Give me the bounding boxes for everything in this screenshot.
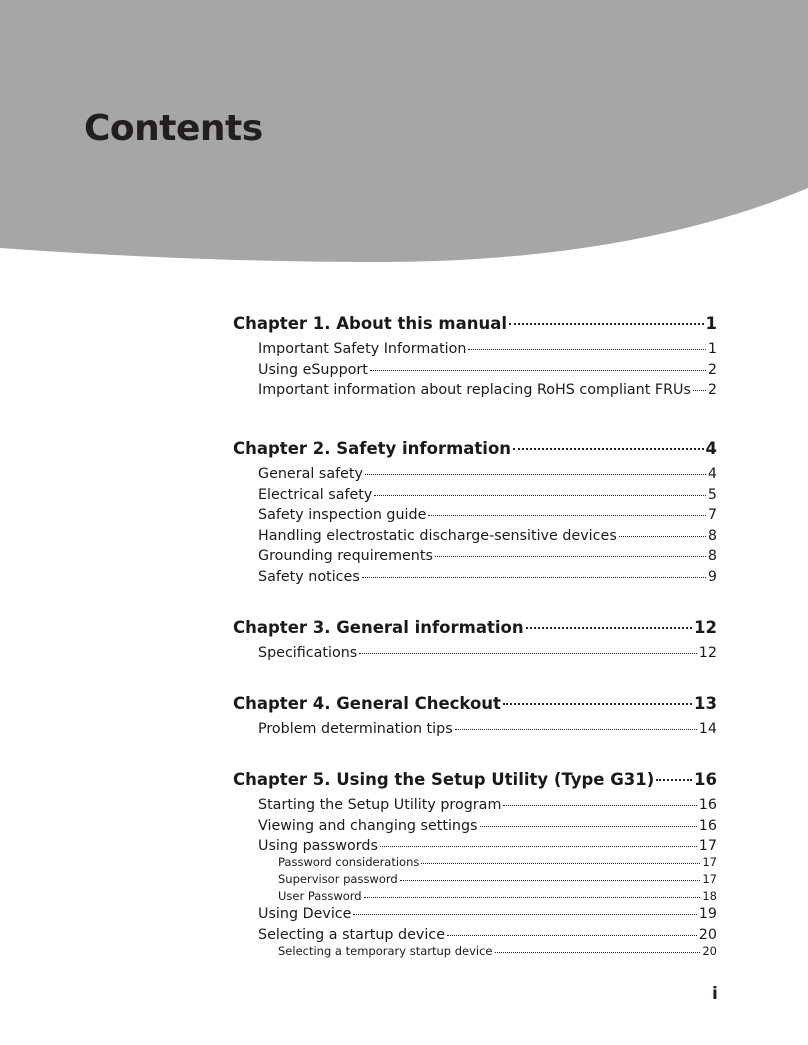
toc-entry[interactable] (258, 838, 717, 854)
toc-entry-page: 17 (702, 855, 717, 870)
toc-entry-page: 16 (698, 797, 717, 813)
toc-entry-page: 8 (707, 527, 717, 544)
toc-entry-label: Selecting a temporary startup device (278, 943, 493, 958)
toc-leader (380, 846, 697, 847)
toc-entry[interactable] (258, 548, 717, 564)
toc-entry-label: Safety inspection guide (258, 507, 427, 524)
toc-entry-label: User Password (278, 889, 362, 904)
toc-chapter-label: Chapter 3. General information (233, 618, 524, 637)
toc-leader (435, 556, 706, 557)
toc-entry-page: 16 (698, 817, 717, 834)
toc-entry-label: Problem determination tips (258, 721, 453, 737)
toc-chapter-label: Chapter 4. General Checkout (233, 694, 501, 713)
toc-chapter[interactable] (233, 314, 717, 333)
page-title: Contents (84, 108, 263, 149)
toc-chapter-page: 4 (705, 439, 717, 458)
toc-entry[interactable] (258, 721, 717, 737)
toc-entry-label: Supervisor password (278, 872, 398, 887)
toc-entry[interactable] (258, 906, 717, 922)
toc-entry-page: 17 (702, 872, 717, 887)
toc-chapter[interactable] (233, 770, 717, 789)
toc-entry-page: 14 (698, 721, 717, 737)
toc-leader (359, 653, 697, 654)
toc-entry-label: Important Safety Information (258, 341, 467, 357)
toc-subentry[interactable] (278, 855, 717, 869)
toc-leader (428, 515, 705, 516)
toc-entry-page: 4 (707, 466, 717, 482)
toc-leader (447, 935, 697, 936)
toc-chapter-label: Chapter 5. Using the Setup Utility (Type G31) (233, 770, 655, 789)
toc-entry-page: 12 (698, 645, 717, 661)
toc-chapter-page: 16 (694, 770, 717, 789)
toc-leader (619, 536, 706, 537)
toc-entry-page: 20 (698, 926, 717, 943)
toc-entry[interactable] (258, 487, 717, 503)
toc-entry[interactable] (258, 528, 717, 544)
toc-leader (353, 914, 696, 915)
toc-entry-page: 17 (698, 838, 717, 855)
toc-leader (480, 826, 697, 827)
toc-entry-page: 20 (702, 943, 717, 958)
toc-leader (526, 627, 692, 629)
toc-entry-label: Specifications (258, 645, 358, 661)
toc-entry-label: Handling electrostatic discharge-sensitive devices (258, 527, 617, 544)
toc-leader (513, 448, 703, 450)
toc-leader (468, 349, 705, 350)
toc-chapter-page: 1 (705, 314, 717, 333)
toc-chapter-page: 13 (694, 694, 717, 713)
toc-entry-label: Electrical safety (258, 486, 373, 503)
toc-chapter[interactable] (233, 439, 717, 458)
toc-leader (693, 390, 706, 391)
page-number: i (712, 984, 718, 1004)
toc-entry[interactable] (258, 569, 717, 585)
toc-entry-label: Using Device (258, 906, 352, 923)
toc-leader (364, 897, 701, 898)
toc-entry-label: Important information about replacing RoHS compliant FRUs (258, 382, 691, 399)
toc-leader (495, 952, 701, 953)
toc-chapter-label: Chapter 1. About this manual (233, 314, 508, 333)
toc-leader (656, 779, 692, 781)
toc-entry[interactable] (258, 927, 717, 943)
toc-entry-page: 8 (707, 548, 717, 565)
toc-entry[interactable] (258, 382, 717, 398)
toc-leader (365, 474, 706, 475)
toc-subentry[interactable] (278, 889, 717, 903)
toc-entry-label: Using eSupport (258, 361, 368, 378)
toc-chapter-label: Chapter 2. Safety information (233, 439, 512, 458)
toc-entry-page: 19 (698, 906, 717, 923)
toc-leader (455, 729, 697, 730)
toc-subentry[interactable] (278, 944, 717, 958)
toc-entry[interactable] (258, 818, 717, 834)
toc-leader (421, 863, 700, 864)
toc-entry-label: Starting the Setup Utility program (258, 797, 502, 813)
toc-entry[interactable] (258, 797, 717, 813)
toc-entry-page: 18 (702, 889, 717, 904)
toc-entry-label: Grounding requirements (258, 548, 433, 565)
toc-chapter[interactable] (233, 618, 717, 637)
toc-leader (374, 495, 706, 496)
toc-entry-page: 5 (707, 486, 717, 503)
toc-leader (370, 370, 706, 371)
toc-entry-page: 2 (707, 361, 717, 378)
toc-entry[interactable] (258, 466, 717, 482)
toc-leader (509, 323, 704, 325)
toc-entry-page: 9 (707, 569, 717, 585)
toc-entry-page: 2 (707, 382, 717, 399)
toc-subentry[interactable] (278, 872, 717, 886)
toc-chapter-page: 12 (694, 618, 717, 637)
toc-entry-label: Password considerations (278, 855, 420, 870)
toc-entry-label: Selecting a startup device (258, 926, 446, 943)
toc-entry-label: General safety (258, 466, 363, 482)
toc-leader (362, 577, 706, 578)
toc-entry[interactable] (258, 362, 717, 378)
toc-entry-page: 7 (707, 507, 717, 524)
toc-entry-label: Using passwords (258, 838, 378, 855)
toc-entry[interactable] (258, 341, 717, 357)
toc-entry-label: Viewing and changing settings (258, 817, 478, 834)
toc-entry[interactable] (258, 645, 717, 661)
toc-leader (503, 805, 696, 806)
toc-entry-label: Safety notices (258, 569, 360, 585)
toc-chapter[interactable] (233, 694, 717, 713)
toc-leader (503, 703, 692, 705)
toc-entry-page: 1 (707, 341, 717, 357)
toc-entry[interactable] (258, 507, 717, 523)
toc-leader (400, 880, 701, 881)
